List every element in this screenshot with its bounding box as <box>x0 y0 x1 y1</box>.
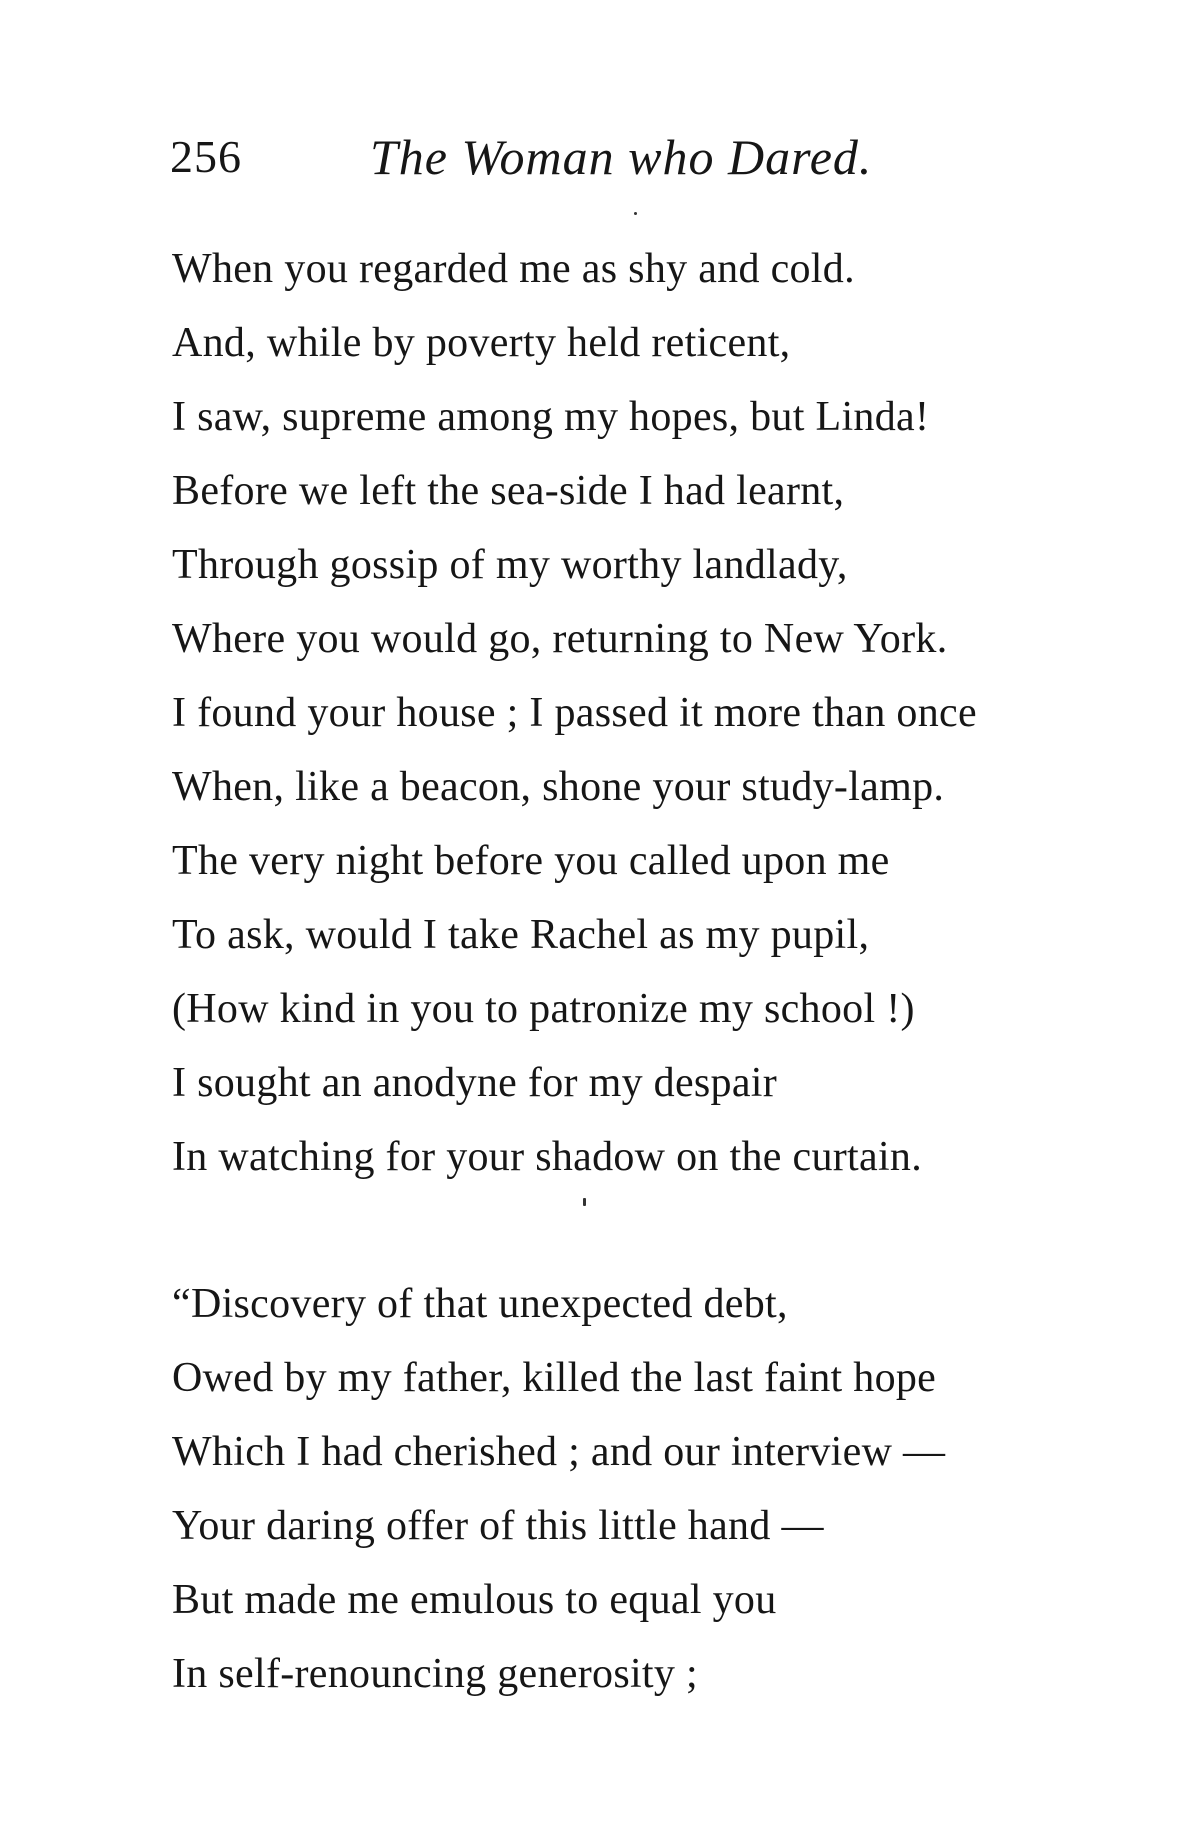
verse-line: The very night before you called upon me <box>172 838 890 884</box>
stanza <box>172 232 1072 1194</box>
verse-line: Before we left the sea-side I had learnt, <box>172 468 845 514</box>
page-number: 256 <box>170 131 242 182</box>
verse-line: “Discovery of that unexpected debt, <box>172 1281 788 1327</box>
verse-line: I sought an anodyne for my despair <box>172 1060 778 1106</box>
running-head <box>170 122 930 192</box>
verse-line: Owed by my father, killed the last faint hope <box>172 1355 937 1401</box>
verse-line: In watching for your shadow on the curtain. <box>172 1134 923 1180</box>
running-title: The Woman who Dared. <box>370 129 873 185</box>
verse-line: In self-renouncing generosity ; <box>172 1651 698 1697</box>
verse-line: And, while by poverty held reticent, <box>172 320 791 366</box>
print-speck <box>634 212 637 215</box>
verse-line: I saw, supreme among my hopes, but Linda! <box>172 394 930 440</box>
verse-line: When, like a beacon, shone your study-lamp. <box>172 764 945 810</box>
verse-line: When you regarded me as shy and cold. <box>172 246 855 292</box>
verse-line: But made me emulous to equal you <box>172 1577 777 1623</box>
verse-line: Your daring offer of this little hand — <box>172 1503 824 1549</box>
print-speck <box>583 1198 586 1206</box>
verse-line: Where you would go, returning to New York. <box>172 616 948 662</box>
verse-line: (How kind in you to patronize my school !) <box>172 986 915 1032</box>
stanza <box>172 1267 1072 1711</box>
verse-line: To ask, would I take Rachel as my pupil, <box>172 912 870 958</box>
verse-line: Through gossip of my worthy landlady, <box>172 542 848 588</box>
verse-line: Which I had cherished ; and our interview — <box>172 1429 946 1475</box>
verse-line: I found your house ; I passed it more than once <box>172 690 977 736</box>
